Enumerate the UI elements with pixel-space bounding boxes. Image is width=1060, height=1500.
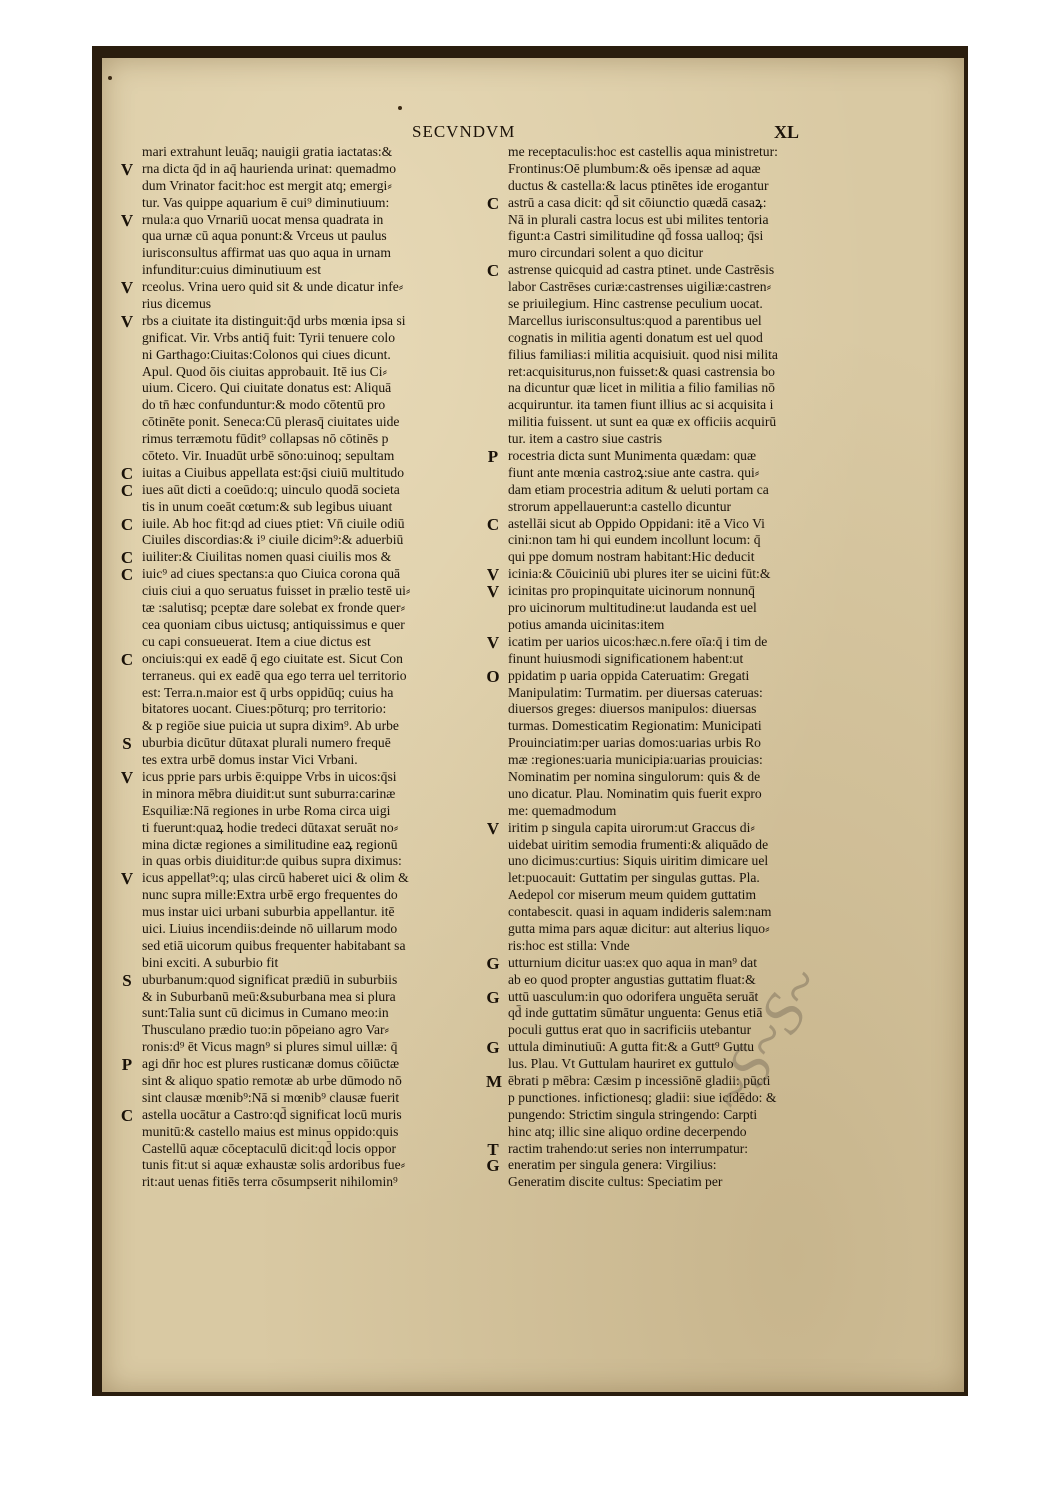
- text-line: [120, 1039, 480, 1056]
- text-line: [120, 1157, 480, 1174]
- line-text: me: quemadmodum: [508, 802, 617, 818]
- line-text: utturnium dicitur uas:ex quo aqua in man⁹ dat: [508, 954, 757, 970]
- entry-initial: G: [486, 954, 500, 972]
- text-line: [486, 397, 846, 414]
- entry-initial: C: [120, 549, 134, 567]
- line-text: labor Castrēses curiæ:castrenses uigiliæ:castren⸗: [508, 279, 772, 295]
- line-text: Frontinus:Oē plumbum:& oēs ipensæ ad aquæ: [508, 160, 761, 176]
- line-text: astrū a casa dicit: qd̄ sit cōiunctio quædā casaꝝ:: [508, 194, 767, 210]
- line-text: cini:non tam hi qui eundem incollunt locum: q̄: [508, 532, 761, 548]
- line-text: ni Garthago:Ciuitas:Colonos qui ciues dicunt.: [142, 346, 391, 362]
- text-line: [486, 296, 846, 313]
- text-line: [486, 887, 846, 904]
- line-text: eneratim per singula genera: Virgilius:: [508, 1157, 717, 1173]
- text-line: [486, 1090, 846, 1107]
- line-text: tæ :salutisq; pceptæ dare solebat ex fronde quer⸗: [142, 600, 406, 616]
- text-line: [486, 1022, 846, 1039]
- entry-initial: S: [122, 735, 132, 753]
- entry-initial: C: [120, 515, 134, 533]
- line-text: qui ppe domum nostram habitant:Hic deducit: [508, 549, 755, 565]
- text-line: [120, 718, 480, 735]
- line-text: terraneus. qui ex eadē qua ego terra uel territorio: [142, 667, 407, 683]
- line-text: Apul. Quod ōis ciuitas approbauit. Itē ius Ci⸗: [142, 363, 388, 379]
- ink-speck: [108, 76, 112, 80]
- line-text: muro circundari solent a quo dicitur: [508, 245, 704, 261]
- line-text: qua urnæ cū aqua ponunt:& Vrceus ut paulus: [142, 228, 387, 244]
- line-text: ret:acquisiturus,non fuisset:& quasi castrensia bo: [508, 363, 775, 379]
- text-line: [120, 634, 480, 651]
- text-line: [486, 1107, 846, 1124]
- text-line: [486, 600, 846, 617]
- line-text: uttula diminutiuū: A gutta fit:& a Gutt⁹ Guttu: [508, 1039, 755, 1055]
- line-text: bini exciti. A suburbio fit: [142, 954, 279, 970]
- text-line: [486, 144, 846, 161]
- line-text: turmas. Domesticatim Regionatim: Municipati: [508, 718, 762, 734]
- line-text: munitū:& castello maius est minus oppido:quis: [142, 1123, 399, 1139]
- line-text: tis in unum coeāt cœtum:& sub legibus uiuant: [142, 498, 393, 514]
- line-text: uno dicatur. Plau. Nominatim quis fuerit expro: [508, 785, 762, 801]
- line-text: mus instar uici urbani suburbia appellantur. itē: [142, 904, 395, 920]
- text-line: [486, 380, 846, 397]
- line-text: Ciuiles discordias:& i⁹ ciuile dicim⁹:& aduerbiū: [142, 532, 404, 548]
- line-text: dam etiam procestria aditum & ueluti portam ca: [508, 481, 769, 497]
- right-text-column: [486, 144, 846, 1191]
- line-text: icatim per uarios uicos:hæc.n.fere oīa:q̄ i tim de: [508, 633, 768, 649]
- line-text: iuile. Ab hoc fit:qd ad ciues ptiet: Vn̄ ciuile odiū: [142, 515, 405, 531]
- entry-initial: S: [122, 971, 132, 989]
- line-text: sed etiā uicorum quibus frequenter habitabant sa: [142, 937, 406, 953]
- text-line: [120, 262, 480, 279]
- line-text: me receptaculis:hoc est castellis aqua ministretur:: [508, 144, 778, 159]
- text-line: [486, 1073, 846, 1090]
- text-line: [120, 1056, 480, 1073]
- faint-watermark-stamp: ~S~S~: [696, 955, 837, 1125]
- text-line: [120, 1090, 480, 1107]
- line-text: cu capi consueuerat. Item a ciue dictus est: [142, 633, 371, 649]
- text-line: [486, 668, 846, 685]
- line-text: lus. Plau. Vt Guttulam hauriret ex guttulo: [508, 1056, 734, 1072]
- line-text: mæ :regiones:uaria municipia:uarias prouicias:: [508, 752, 763, 768]
- text-line: [486, 837, 846, 854]
- line-text: est: Terra.n.maior est q̄ urbs oppidūq; cuius ha: [142, 684, 394, 700]
- entry-initial: C: [486, 262, 500, 280]
- line-text: ris:hoc est stilla: Vnde: [508, 937, 630, 953]
- text-line: [120, 1174, 480, 1191]
- text-line: [486, 245, 846, 262]
- line-text: Nā in plurali castra locus est ubi milites tentoria: [508, 211, 769, 227]
- line-text: let:puocauit: Guttatim per singulas guttas. Pla.: [508, 870, 760, 886]
- text-line: [486, 617, 846, 634]
- text-line: [486, 532, 846, 549]
- text-line: [120, 1141, 480, 1158]
- line-text: ronis:d⁹ ēt Vicus magn⁹ si plures simul uillæ: q̄: [142, 1039, 398, 1055]
- text-line: [486, 212, 846, 229]
- line-text: iritim p singula capita uirorum:ut Graccus di⸗: [508, 819, 755, 835]
- line-text: figunt:a Castri similitudine qd̄ fossa ualloq; q̄si: [508, 228, 764, 244]
- line-text: uburbia dicūtur dūtaxat plurali numero frequē: [142, 735, 391, 751]
- text-line: [120, 921, 480, 938]
- line-text: uium. Cicero. Qui ciuitate donatus est: Aliquā: [142, 380, 392, 396]
- text-line: [120, 1073, 480, 1090]
- line-text: dum Vrinator facit:hoc est mergit atq; emergi⸗: [142, 177, 392, 193]
- text-line: [486, 735, 846, 752]
- line-text: icus appellat⁹:q; ulas circū haberet uici & olim &: [142, 870, 409, 886]
- entry-initial: G: [486, 1157, 500, 1175]
- text-line: [486, 516, 846, 533]
- line-text: cea quoniam cibus uictusq; antiquissimus e quer: [142, 616, 405, 632]
- entry-initial: C: [120, 464, 134, 482]
- entry-initial: V: [486, 633, 500, 651]
- text-line: [120, 989, 480, 1006]
- text-line: [486, 989, 846, 1006]
- line-text: uici. Liuius incendiis:deinde nō uillarum modo: [142, 920, 398, 936]
- text-line: [486, 820, 846, 837]
- text-line: [486, 262, 846, 279]
- line-text: p punctiones. infictionesq; gladii: siue icidēdo: &: [508, 1089, 777, 1105]
- text-line: [486, 195, 846, 212]
- text-line: [486, 347, 846, 364]
- entry-initial: O: [486, 667, 500, 685]
- line-text: uburbanum:quod significat prædiū in suburbiis: [142, 971, 398, 987]
- line-text: rit:aut uenas fitiēs terra cōsumpserit nihilomin⁹: [142, 1174, 398, 1190]
- text-line: [486, 685, 846, 702]
- text-line: [486, 921, 846, 938]
- line-text: strorum appellauerunt:a castello dicuntur: [508, 498, 732, 514]
- line-text: rnula:a quo Vrnariū uocat mensa quadrata in: [142, 211, 384, 227]
- line-text: pro uicinorum multitudine:ut laudanda est uel: [508, 600, 757, 616]
- text-line: [120, 1022, 480, 1039]
- text-line: [120, 296, 480, 313]
- entry-initial: M: [486, 1072, 503, 1090]
- text-line: [486, 465, 846, 482]
- line-text: Marcellus iurisconsultus:quod a parentibus uel: [508, 312, 762, 328]
- line-text: ductus & castella:& lacus ptinētes ide erogantur: [508, 177, 769, 193]
- text-line: [120, 397, 480, 414]
- line-text: sint clausæ mœnib⁹:Nā si mœnib⁹ clausæ fuerit: [142, 1089, 400, 1105]
- line-text: in minora mēbra diuidit:ut sunt suburra:carinæ: [142, 785, 396, 801]
- text-line: [486, 634, 846, 651]
- entry-initial: C: [486, 194, 500, 212]
- line-text: gutta mima pars aquæ dicitur: aut alterius liquo⸗: [508, 920, 770, 936]
- entry-initial: V: [120, 870, 134, 888]
- line-text: cōteto. Vir. Inuadūt urbē sōno:uinoq; sepultam: [142, 448, 395, 464]
- text-line: [120, 600, 480, 617]
- text-line: [486, 414, 846, 431]
- text-line: [486, 178, 846, 195]
- text-line: [120, 955, 480, 972]
- line-text: cōtinēte ponit. Seneca:Cū plerasq̄ ciuitates uide: [142, 414, 400, 430]
- line-text: rbs a ciuitate ita distinguit:q̄d urbs mœnia ipsa si: [142, 312, 406, 328]
- text-line: [120, 364, 480, 381]
- text-line: [120, 465, 480, 482]
- text-line: [120, 583, 480, 600]
- line-text: rocestria dicta sunt Munimenta quædam: quæ: [508, 448, 757, 464]
- line-text: mina dictæ regiones a similitudine eaꝝ regionū: [142, 836, 398, 852]
- line-text: Aedepol cor miserum meum quidem guttatim: [508, 887, 757, 903]
- text-line: [120, 516, 480, 533]
- text-line: [486, 769, 846, 786]
- scanned-page-frame: [92, 46, 968, 1396]
- text-line: [120, 786, 480, 803]
- line-text: tunis fit:ut si aquæ exhaustæ solis ardoribus fue⸗: [142, 1157, 406, 1173]
- line-text: diuersos greges: diuersos manipulos: diuersas: [508, 701, 757, 717]
- line-text: iues aūt dicti a coeūdo:q; uinculo quodā societa: [142, 481, 400, 497]
- line-text: hinc atq; illic sine aliquo ordine decerpendo: [508, 1123, 747, 1139]
- line-text: ppidatim p uaria oppida Cateruatim: Gregati: [508, 667, 750, 683]
- line-text: rimus terræmotu fūdit⁹ collapsas nō cōtinēs p: [142, 431, 389, 447]
- text-line: [120, 1124, 480, 1141]
- text-line: [486, 938, 846, 955]
- line-text: acquiruntur. ita tamen fiunt illius ac si acquisita i: [508, 397, 774, 413]
- line-text: qd̄ inde guttatim sūmātur unguenta: Genus etiā: [508, 1005, 763, 1021]
- text-line: [486, 330, 846, 347]
- line-text: Manipulatim: Turmatim. per diuersas cateruas:: [508, 684, 763, 700]
- text-line: [486, 431, 846, 448]
- line-text: gnificat. Vir. Vrbs antiq̄ fuit: Tyrii tenuere colo: [142, 329, 396, 345]
- text-line: [120, 195, 480, 212]
- text-line: [486, 1141, 846, 1158]
- line-text: finunt huiusmodi significationem habent:ut: [508, 650, 744, 666]
- entry-initial: G: [486, 988, 500, 1006]
- text-line: [120, 820, 480, 837]
- text-line: [120, 803, 480, 820]
- text-line: [120, 617, 480, 634]
- line-text: uttū uasculum:in quo odorifera unguēta seruāt: [508, 988, 759, 1004]
- text-line: [486, 583, 846, 600]
- entry-initial: T: [487, 1140, 499, 1158]
- text-line: [486, 566, 846, 583]
- text-line: [120, 1005, 480, 1022]
- line-text: infunditur:cuius diminutiuum est: [142, 262, 321, 278]
- line-text: & p regiōe siue puicia ut supra dixim⁹. Ab urbe: [142, 718, 399, 734]
- text-line: [120, 887, 480, 904]
- line-text: se priuilegium. Hinc castrense peculium uocat.: [508, 296, 763, 312]
- entry-initial: V: [120, 312, 134, 330]
- text-line: [486, 364, 846, 381]
- text-line: [120, 549, 480, 566]
- entry-initial: V: [486, 819, 500, 837]
- text-line: [120, 414, 480, 431]
- line-text: tes extra urbē domus instar Vici Vrbani.: [142, 752, 358, 768]
- line-text: uidebat uiritim semodia frumenti:& aliquādo de: [508, 836, 769, 852]
- line-text: icinitas pro propinquitate uicinorum nonnunq̄: [508, 583, 755, 599]
- entry-initial: P: [121, 1056, 133, 1073]
- line-text: astella uocātur a Castro:qd̄ significat locū muris: [142, 1106, 402, 1122]
- text-line: [486, 1174, 846, 1191]
- line-text: potius amanda uicinitas:item: [508, 616, 665, 632]
- line-text: iurisconsultus affirmat uas quo aqua in urnam: [142, 245, 391, 261]
- text-line: [486, 1124, 846, 1141]
- line-text: contabescit. quasi in aquam indideris salem:nam: [508, 904, 772, 920]
- text-line: [486, 161, 846, 178]
- entry-initial: C: [120, 1106, 134, 1124]
- text-line: [486, 1157, 846, 1174]
- text-line: [486, 1056, 846, 1073]
- text-line: [486, 955, 846, 972]
- text-line: [120, 701, 480, 718]
- text-line: [120, 279, 480, 296]
- entry-initial: V: [120, 211, 134, 229]
- line-text: rius dicemus: [142, 296, 212, 312]
- text-line: [120, 668, 480, 685]
- line-text: rceolus. Vrina uero quid sit & unde dicatur infe⸗: [142, 279, 404, 295]
- text-line: [120, 870, 480, 887]
- text-line: [120, 837, 480, 854]
- text-line: [486, 651, 846, 668]
- entry-initial: C: [120, 566, 134, 584]
- text-line: [120, 972, 480, 989]
- line-text: astellāi sicut ab Oppido Oppidani: itē a Vico Vi: [508, 515, 765, 531]
- text-line: [486, 313, 846, 330]
- entry-initial: V: [486, 583, 500, 601]
- text-line: [486, 448, 846, 465]
- text-line: [120, 532, 480, 549]
- text-line: [120, 313, 480, 330]
- text-line: [120, 938, 480, 955]
- text-line: [486, 228, 846, 245]
- line-text: onciuis:qui ex eadē q̄ ego ciuitate est. Sicut Con: [142, 650, 403, 666]
- line-text: cognatis in militia agenti donatum est uel quod: [508, 329, 763, 345]
- text-line: [120, 448, 480, 465]
- text-line: [120, 904, 480, 921]
- line-text: astrense quicquid ad castra ptinet. unde Castrēsis: [508, 262, 775, 278]
- line-text: Prouinciatim:per uarias domos:uarias urbis Ro: [508, 735, 761, 751]
- ink-speck: [398, 106, 402, 110]
- text-line: [120, 482, 480, 499]
- entry-initial: P: [487, 448, 499, 465]
- text-line: [120, 347, 480, 364]
- line-text: iuic⁹ ad ciues spectans:a quo Ciuica corona quā: [142, 566, 401, 582]
- text-line: [120, 853, 480, 870]
- text-line: [120, 161, 480, 178]
- line-text: Castellū aquæ cōceptaculū dicit:qd̄ locis oppor: [142, 1140, 397, 1156]
- entry-initial: C: [120, 650, 134, 668]
- line-text: bitatores uocant. Ciues:pōturq; pro territorio:: [142, 701, 387, 717]
- line-text: poculi guttus erat quo in sacrificiis utebantur: [508, 1022, 752, 1038]
- line-text: & in Suburbanū meū:&suburbana mea si plura: [142, 988, 396, 1004]
- line-text: tur. Vas quippe aquarium ē cui⁹ diminutiuum:: [142, 194, 390, 210]
- text-line: [486, 499, 846, 516]
- line-text: Thusculano prædio tuo:in pōpeiano agro Var⸗: [142, 1022, 390, 1038]
- line-text: uno dicimus:curtius: Siquis uiritim dimicare uel: [508, 853, 769, 869]
- text-line: [120, 735, 480, 752]
- text-line: [120, 566, 480, 583]
- line-text: fiunt ante mœnia castroꝝ:siue ante castra. qui⸗: [508, 464, 760, 480]
- line-text: Esquiliæ:Nā regiones in urbe Roma circa uigi: [142, 802, 391, 818]
- entry-initial: V: [486, 566, 500, 584]
- line-text: in quas orbis diuiditur:de quibus supra diximus:: [142, 853, 402, 869]
- line-text: iuiliter:& Ciuilitas nomen quasi ciuilis mos &: [142, 549, 392, 565]
- text-line: [486, 701, 846, 718]
- entry-initial: V: [120, 279, 134, 297]
- text-line: [486, 786, 846, 803]
- text-line: [486, 752, 846, 769]
- line-text: agi dn̄r hoc est plures rusticanæ domus cōiūctæ: [142, 1056, 400, 1072]
- line-text: icinia:& Cōuiciniū ubi plures iter se uicini fūt:&: [508, 566, 771, 582]
- text-line: [486, 1005, 846, 1022]
- line-text: Nominatim per nomina singulorum: quis & de: [508, 768, 761, 784]
- text-line: [120, 228, 480, 245]
- line-text: do tn̄ hæc confunduntur:& modo cōtentū pro: [142, 397, 386, 413]
- text-line: [486, 549, 846, 566]
- line-text: ab eo quod propter angustias guttatim fluat:&: [508, 971, 756, 987]
- text-line: [486, 482, 846, 499]
- line-text: ractim trahendo:ut series non interrumpatur:: [508, 1140, 749, 1156]
- text-line: [120, 178, 480, 195]
- text-line: [486, 1039, 846, 1056]
- line-text: ti fuerunt:quaꝝ hodie tredeci dūtaxat seruāt no⸗: [142, 819, 399, 835]
- text-line: [486, 853, 846, 870]
- line-text: filius familias:i militia acquisiuit. quod nisi milita: [508, 346, 778, 362]
- text-line: [120, 651, 480, 668]
- text-line: [120, 330, 480, 347]
- text-line: [120, 499, 480, 516]
- line-text: militia fuissent. ut sunt ea quæ ex officiis acquirū: [508, 414, 777, 430]
- text-line: [486, 803, 846, 820]
- line-text: nunc supra mille:Extra urbē ergo frequentes do: [142, 887, 398, 903]
- text-line: [120, 144, 480, 161]
- line-text: icus pprie pars urbis ē:quippe Vrbs in uicos:q̄si: [142, 768, 397, 784]
- text-line: [486, 904, 846, 921]
- line-text: iuitas a Ciuibus appellata est:q̄si ciuiū multitudo: [142, 464, 405, 480]
- entry-initial: V: [120, 160, 134, 178]
- entry-initial: V: [120, 768, 134, 786]
- text-line: [120, 431, 480, 448]
- folio-number: XL: [774, 122, 800, 142]
- line-text: pungendo: Strictim singula stringendo: Carpti: [508, 1106, 758, 1122]
- text-line: [120, 212, 480, 229]
- running-head: SECVNDVM: [412, 122, 516, 141]
- text-line: [120, 752, 480, 769]
- line-text: tur. item a castro siue castris: [508, 431, 663, 447]
- line-text: rna dicta q̄d in aq̄ haurienda urinat: quemadmo: [142, 160, 397, 176]
- line-text: na dicuntur quæ licet in militia a filio familias nō: [508, 380, 775, 396]
- line-text: ciuis ciui a quo seruatus fuisset in prælio testē ui⸗: [142, 583, 411, 599]
- line-text: sint & aliquo spatio remotæ ab urbe dūmodo nō: [142, 1072, 402, 1088]
- line-text: mari extrahunt leuāq; nauigii gratia iactatas:&: [142, 144, 393, 159]
- text-line: [120, 769, 480, 786]
- text-line: [486, 279, 846, 296]
- left-text-column: [120, 144, 480, 1191]
- text-line: [120, 380, 480, 397]
- line-text: Generatim discite cultus: Speciatim per: [508, 1174, 723, 1190]
- printed-page: [102, 58, 964, 1392]
- line-text: sunt:Talia sunt cū dicimus in Cumano meo:in: [142, 1005, 389, 1021]
- entry-initial: C: [486, 515, 500, 533]
- text-line: [120, 1107, 480, 1124]
- entry-initial: G: [486, 1039, 500, 1057]
- text-line: [120, 685, 480, 702]
- text-line: [120, 245, 480, 262]
- entry-initial: C: [120, 481, 134, 499]
- line-text: ēbrati p mēbra: Cæsim p incessiōnē gladii: pūcti: [508, 1072, 771, 1088]
- text-line: [486, 718, 846, 735]
- text-line: [486, 870, 846, 887]
- text-line: [486, 972, 846, 989]
